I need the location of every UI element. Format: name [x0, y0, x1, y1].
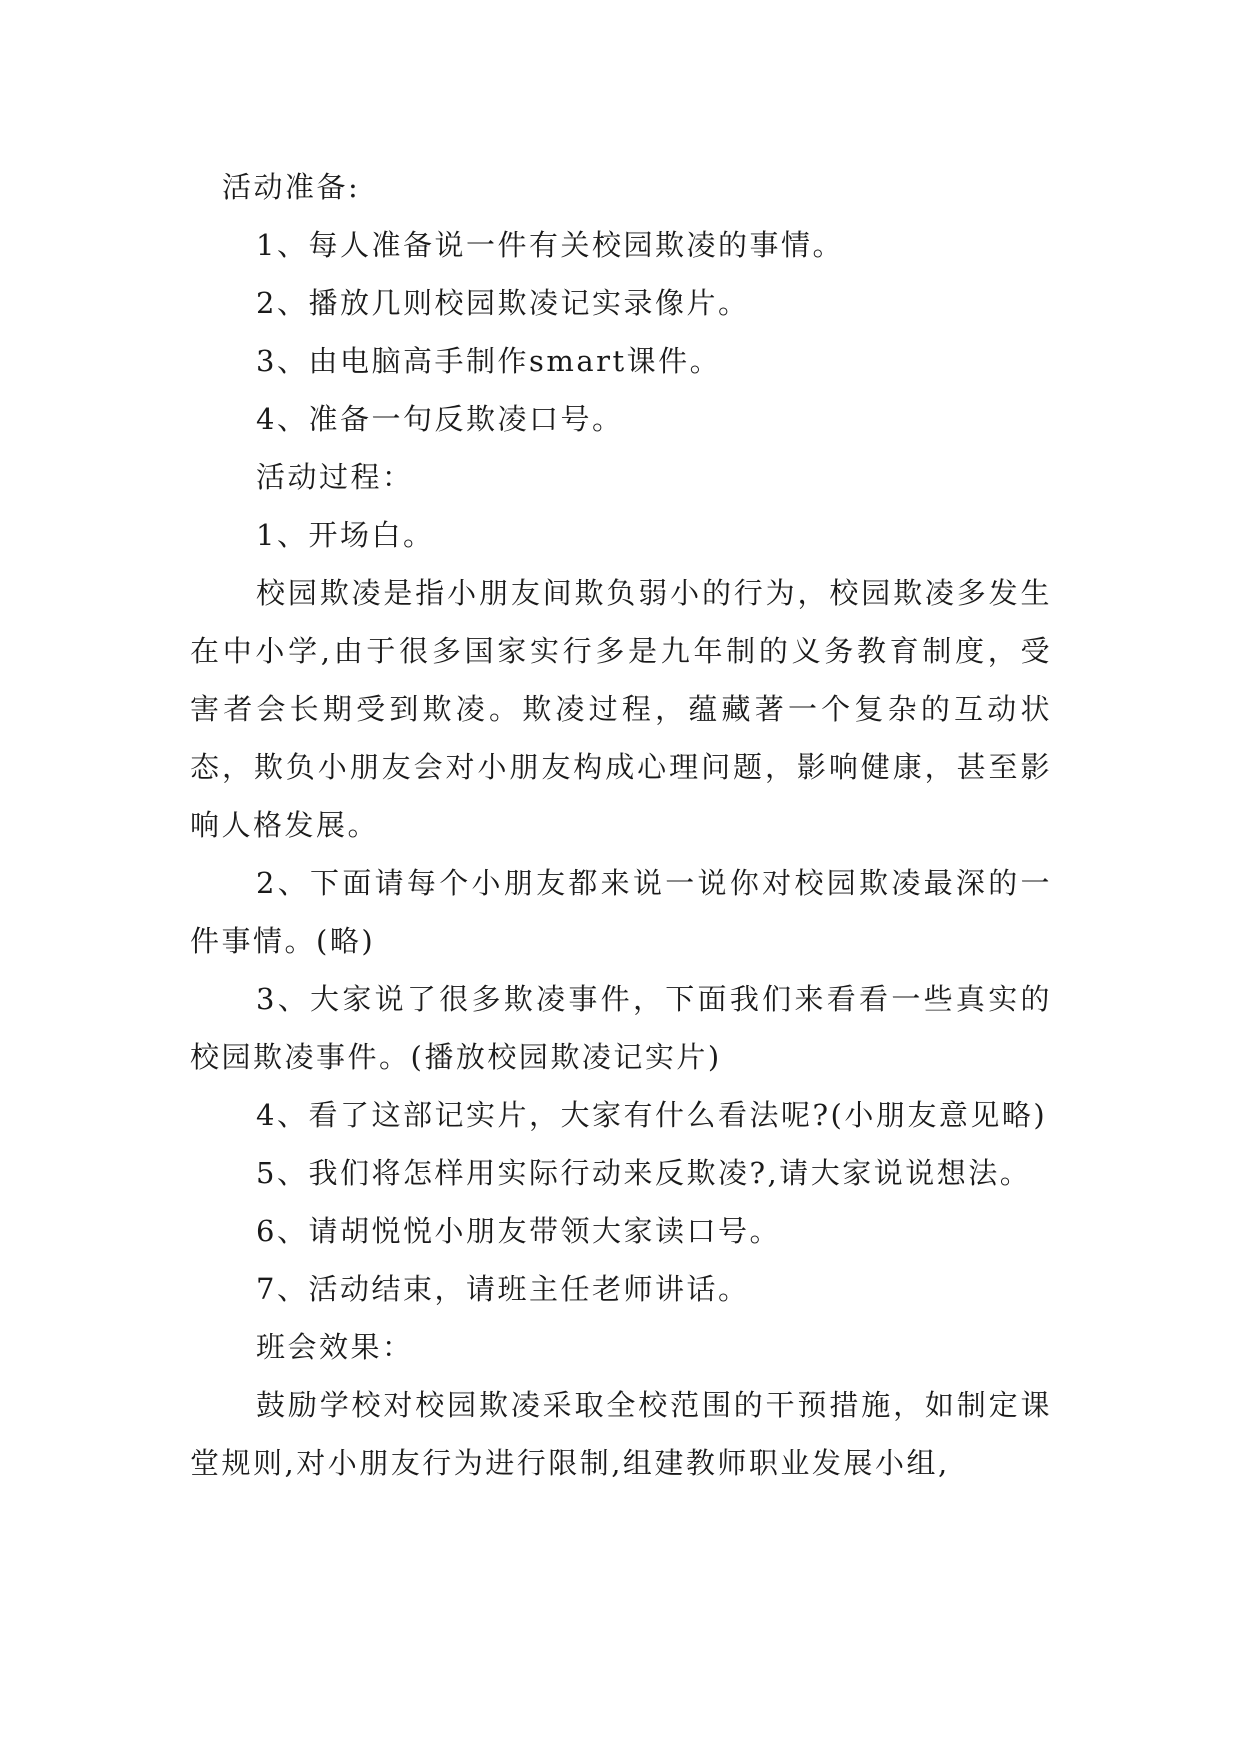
- heading-meeting-effect: 班会效果：: [256, 1330, 414, 1364]
- list-item: 2、下面请每个小朋友都来说一说你对校园欺凌最深的一件事情。(略): [190, 866, 1052, 958]
- list-item: 4、看了这部记实片，大家有什么看法呢?(小朋友意见略): [256, 1098, 1048, 1132]
- document-body: [190, 158, 1052, 1492]
- list-item: 2、播放几则校园欺凌记实录像片。: [256, 286, 750, 320]
- list-item: 5、我们将怎样用实际行动来反欺凌?,请大家说说想法。: [256, 1156, 1032, 1190]
- list-item: 6、请胡悦悦小朋友带领大家读口号。: [256, 1214, 781, 1248]
- list-item: 3、由电脑高手制作smart课件。: [256, 344, 722, 378]
- list-item: 3、大家说了很多欺凌事件，下面我们来看看一些真实的校园欺凌事件。(播放校园欺凌记实片): [190, 982, 1052, 1074]
- heading-activity-process: 活动过程：: [256, 460, 414, 494]
- list-item: 1、开场白。: [256, 518, 435, 552]
- heading-activity-preparation: 活动准备:: [222, 170, 361, 204]
- list-item: 7、活动结束，请班主任老师讲话。: [256, 1272, 750, 1306]
- body-paragraph: 校园欺凌是指小朋友间欺负弱小的行为，校园欺凌多发生在中小学,由于很多国家实行多是九年制的义务教育制度，受害者会长期受到欺凌。欺凌过程，蕴藏著一个复杂的互动状态，欺负小朋友会对小朋友构成心理问题，影响健康，甚至影响人格发展。: [190, 576, 1052, 842]
- list-item: 4、准备一句反欺凌口号。: [256, 402, 624, 436]
- body-paragraph: 鼓励学校对校园欺凌采取全校范围的干预措施，如制定课堂规则,对小朋友行为进行限制,组建教师职业发展小组,: [190, 1388, 1052, 1480]
- list-item: 1、每人准备说一件有关校园欺凌的事情。: [256, 228, 844, 262]
